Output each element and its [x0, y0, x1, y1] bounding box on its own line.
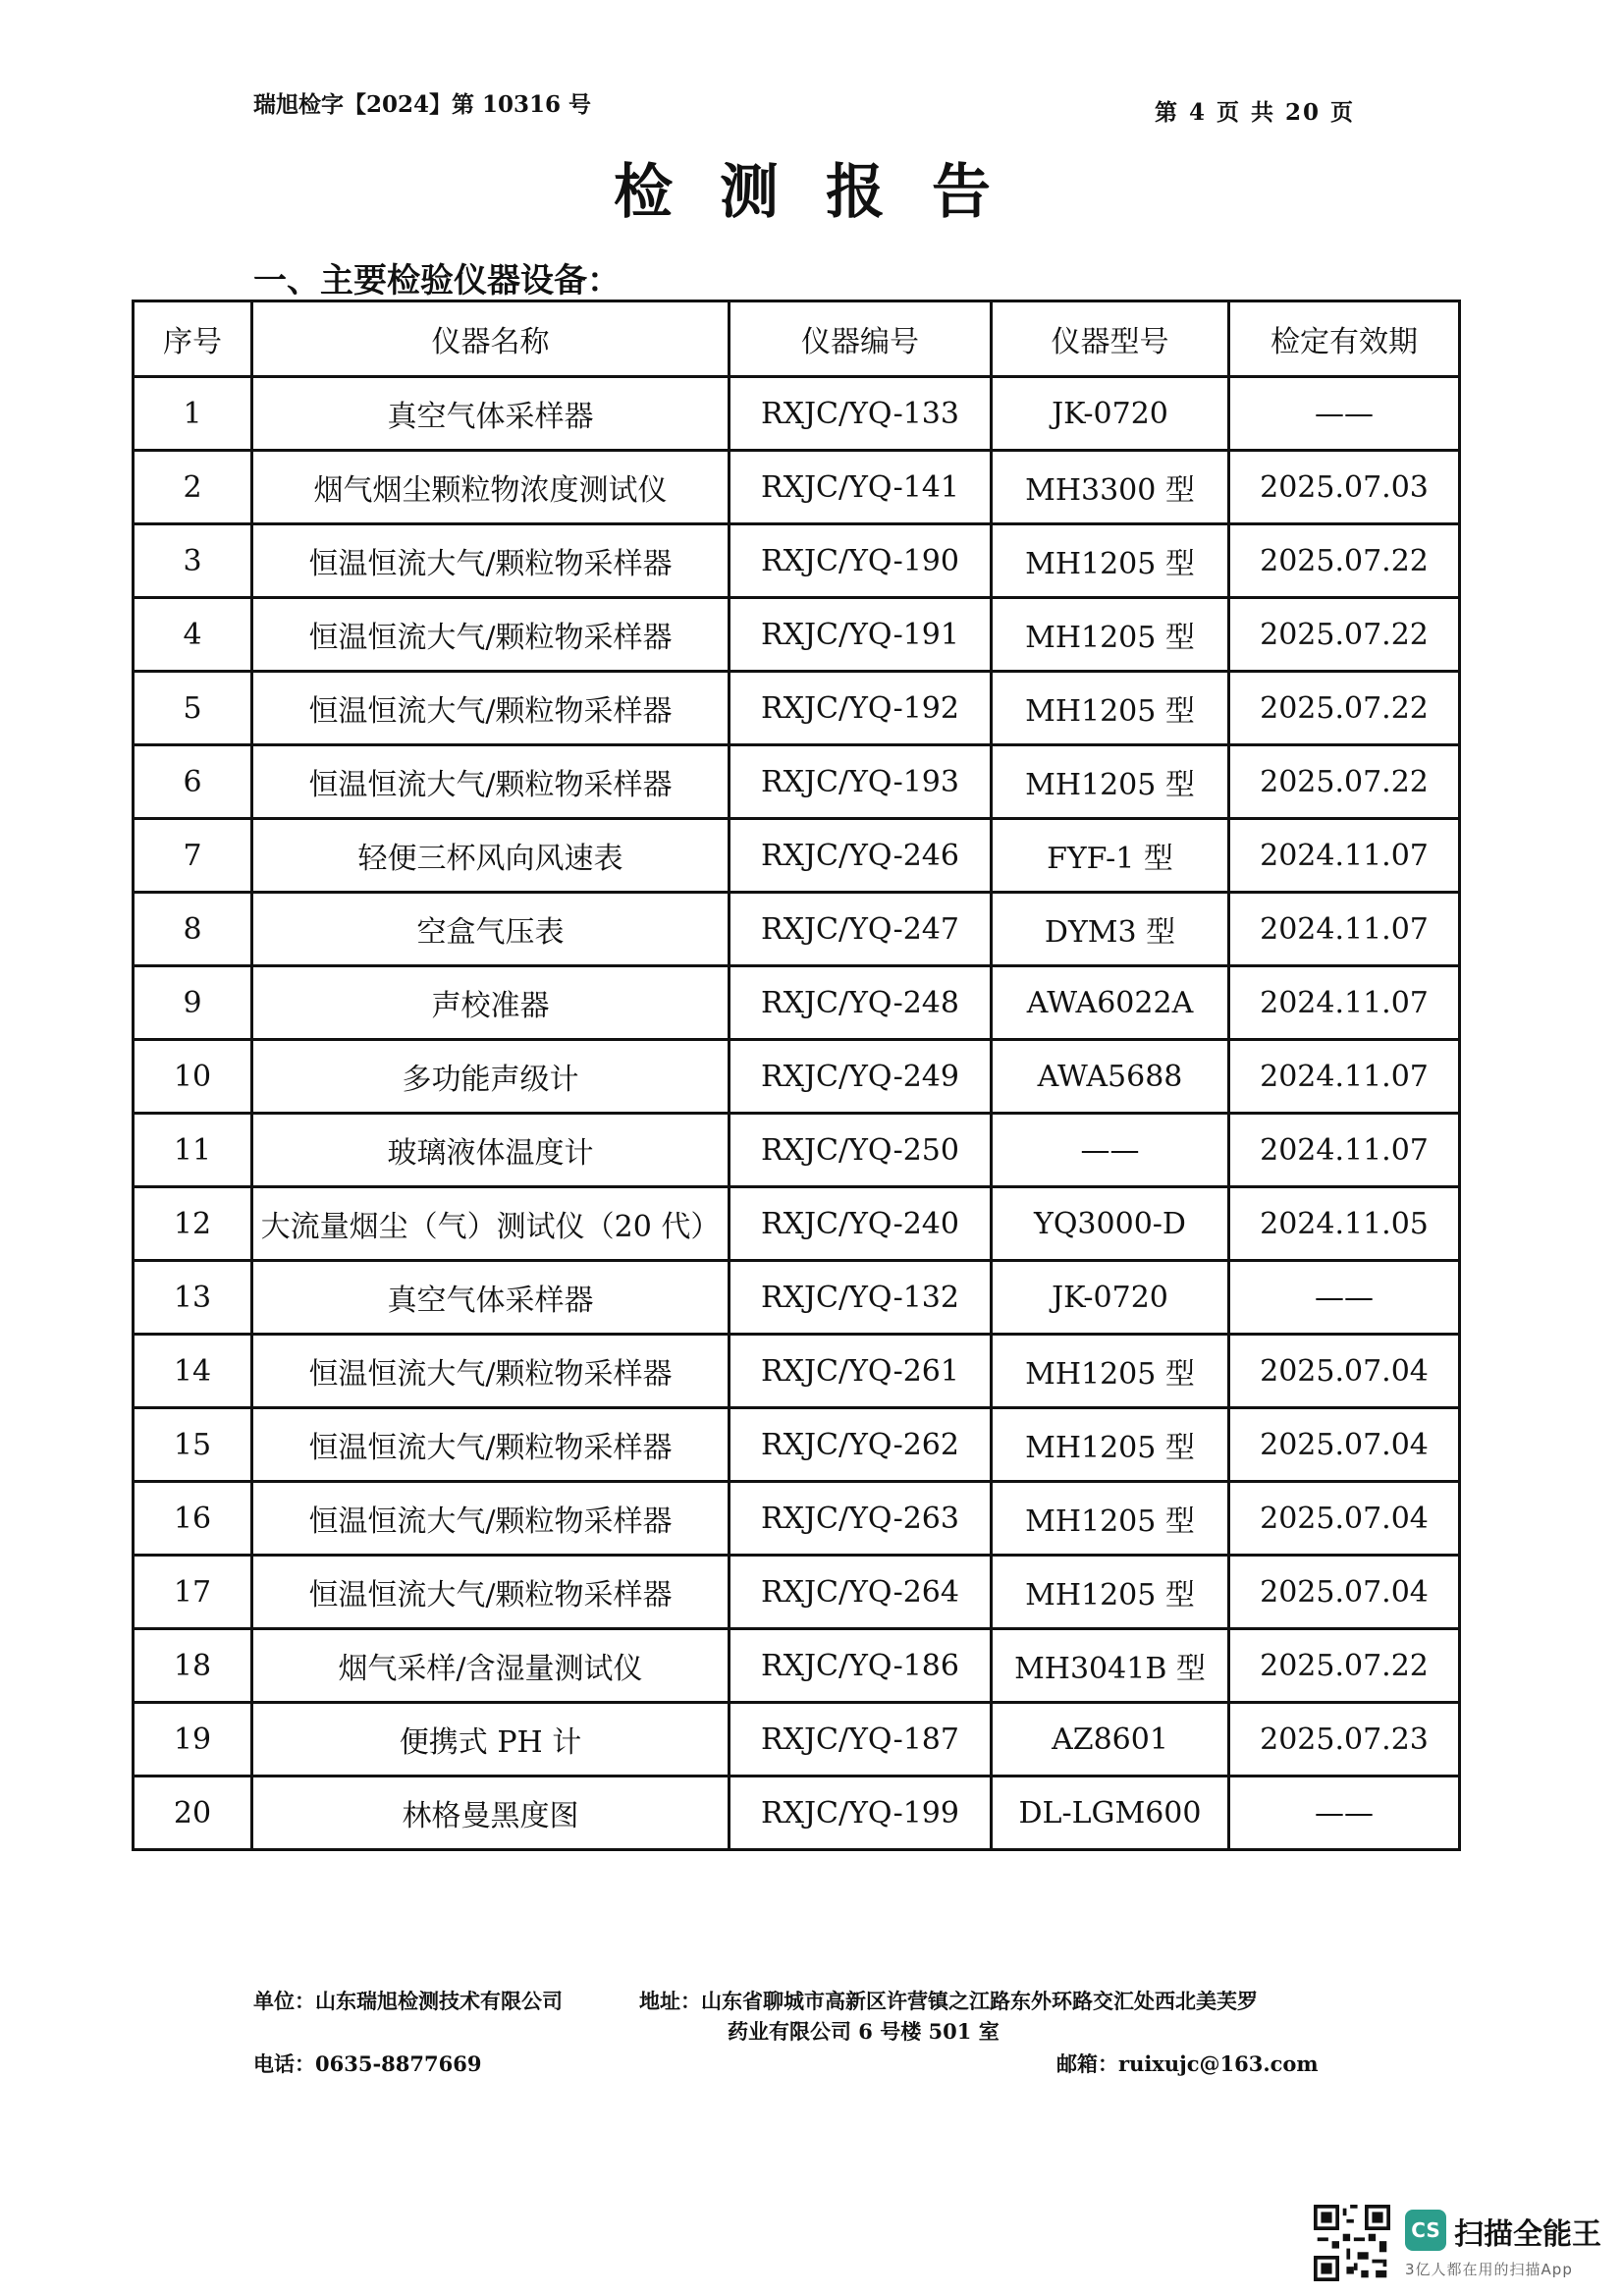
cell-index: 10	[134, 1040, 252, 1114]
cell-instrument-id: RXJC/YQ-262	[730, 1408, 992, 1482]
cell-instrument-model: MH1205 型	[992, 672, 1229, 745]
table-row	[134, 598, 1460, 672]
cell-instrument-id: RXJC/YQ-261	[730, 1335, 992, 1408]
equipment-table	[132, 300, 1461, 1851]
report-number: 瑞旭检字【2024】第 10316 号	[253, 91, 592, 118]
cell-instrument-id: RXJC/YQ-133	[730, 377, 992, 451]
cell-instrument-name: 真空气体采样器	[252, 1261, 730, 1335]
page-indicator: 第 4 页 共 20 页	[1155, 99, 1356, 126]
cell-valid-until: 2024.11.05	[1229, 1187, 1460, 1261]
camscanner-app-name: 扫描全能王	[1454, 2217, 1601, 2252]
table-row	[134, 893, 1460, 966]
cell-index: 11	[134, 1114, 252, 1187]
table-row	[134, 1335, 1460, 1408]
cell-instrument-id: RXJC/YQ-191	[730, 598, 992, 672]
cell-instrument-name: 烟气烟尘颗粒物浓度测试仪	[252, 451, 730, 524]
cell-instrument-id: RXJC/YQ-190	[730, 524, 992, 598]
cell-valid-until: 2025.07.22	[1229, 745, 1460, 819]
cell-valid-until: 2025.07.04	[1229, 1408, 1460, 1482]
cell-instrument-name: 轻便三杯风向风速表	[252, 819, 730, 893]
cell-instrument-id: RXJC/YQ-250	[730, 1114, 992, 1187]
cell-valid-until: 2024.11.07	[1229, 1114, 1460, 1187]
cell-instrument-name: 烟气采样/含湿量测试仪	[252, 1629, 730, 1703]
column-header-instrument-id: 仪器编号	[730, 301, 992, 377]
cell-instrument-model: AWA5688	[992, 1040, 1229, 1114]
cell-valid-until: 2025.07.23	[1229, 1703, 1460, 1777]
cell-instrument-id: RXJC/YQ-193	[730, 745, 992, 819]
column-header-instrument-name: 仪器名称	[252, 301, 730, 377]
column-header-instrument-model: 仪器型号	[992, 301, 1229, 377]
cell-instrument-name: 恒温恒流大气/颗粒物采样器	[252, 672, 730, 745]
cell-instrument-model: MH1205 型	[992, 598, 1229, 672]
cell-index: 8	[134, 893, 252, 966]
cell-index: 2	[134, 451, 252, 524]
table-row	[134, 1408, 1460, 1482]
table-row	[134, 745, 1460, 819]
table-row	[134, 1482, 1460, 1556]
table-row	[134, 1777, 1460, 1850]
cell-instrument-id: RXJC/YQ-192	[730, 672, 992, 745]
cell-instrument-name: 恒温恒流大气/颗粒物采样器	[252, 1335, 730, 1408]
cell-instrument-model: MH1205 型	[992, 745, 1229, 819]
cell-instrument-name: 恒温恒流大气/颗粒物采样器	[252, 1482, 730, 1556]
table-row	[134, 1629, 1460, 1703]
cell-instrument-name: 恒温恒流大气/颗粒物采样器	[252, 745, 730, 819]
cell-valid-until: 2024.11.07	[1229, 819, 1460, 893]
cell-instrument-model: MH3300 型	[992, 451, 1229, 524]
camscanner-logo: CS	[1405, 2210, 1446, 2251]
cell-instrument-name: 玻璃液体温度计	[252, 1114, 730, 1187]
cell-valid-until: ——	[1229, 1261, 1460, 1335]
cell-index: 18	[134, 1629, 252, 1703]
table-row	[134, 451, 1460, 524]
cell-index: 4	[134, 598, 252, 672]
cell-valid-until: 2024.11.07	[1229, 966, 1460, 1040]
cell-instrument-name: 大流量烟尘（气）测试仪（20 代）	[252, 1187, 730, 1261]
cell-index: 17	[134, 1556, 252, 1629]
cell-instrument-id: RXJC/YQ-141	[730, 451, 992, 524]
cell-instrument-name: 恒温恒流大气/颗粒物采样器	[252, 1556, 730, 1629]
cell-index: 15	[134, 1408, 252, 1482]
table-row	[134, 672, 1460, 745]
cell-instrument-model: MH1205 型	[992, 1482, 1229, 1556]
table-row	[134, 1261, 1460, 1335]
cell-valid-until: ——	[1229, 377, 1460, 451]
table-row	[134, 1040, 1460, 1114]
cell-valid-until: 2025.07.03	[1229, 451, 1460, 524]
cell-valid-until: 2025.07.22	[1229, 1629, 1460, 1703]
cell-valid-until: 2024.11.07	[1229, 1040, 1460, 1114]
cell-valid-until: 2025.07.22	[1229, 672, 1460, 745]
cell-index: 16	[134, 1482, 252, 1556]
table-row	[134, 1556, 1460, 1629]
cell-instrument-id: RXJC/YQ-249	[730, 1040, 992, 1114]
cell-instrument-model: JK-0720	[992, 377, 1229, 451]
cell-index: 19	[134, 1703, 252, 1777]
section-title: 一、主要检验仪器设备：	[253, 261, 621, 301]
table-row	[134, 1114, 1460, 1187]
cell-instrument-id: RXJC/YQ-246	[730, 819, 992, 893]
cell-instrument-model: FYF-1 型	[992, 819, 1229, 893]
cell-instrument-model: AZ8601	[992, 1703, 1229, 1777]
cell-instrument-name: 林格曼黑度图	[252, 1777, 730, 1850]
footer-phone: 电话：0635-8877669	[253, 2051, 482, 2076]
cell-index: 14	[134, 1335, 252, 1408]
cell-instrument-name: 恒温恒流大气/颗粒物采样器	[252, 598, 730, 672]
cell-instrument-model: ——	[992, 1114, 1229, 1187]
cell-index: 20	[134, 1777, 252, 1850]
cell-index: 5	[134, 672, 252, 745]
table-row	[134, 819, 1460, 893]
cell-valid-until: 2024.11.07	[1229, 893, 1460, 966]
table-row	[134, 1187, 1460, 1261]
cell-instrument-model: MH3041B 型	[992, 1629, 1229, 1703]
cell-instrument-model: MH1205 型	[992, 1408, 1229, 1482]
cell-index: 13	[134, 1261, 252, 1335]
table-body	[134, 377, 1460, 1850]
table-row	[134, 524, 1460, 598]
cell-instrument-id: RXJC/YQ-264	[730, 1556, 992, 1629]
table-header-row	[134, 301, 1460, 377]
footer-email: 邮箱：ruixujc@163.com	[1056, 2051, 1319, 2076]
footer-unit: 单位：山东瑞旭检测技术有限公司	[253, 1989, 563, 2013]
cell-instrument-id: RXJC/YQ-263	[730, 1482, 992, 1556]
cell-instrument-model: MH1205 型	[992, 1556, 1229, 1629]
cell-instrument-model: YQ3000-D	[992, 1187, 1229, 1261]
cell-instrument-model: JK-0720	[992, 1261, 1229, 1335]
table-row	[134, 966, 1460, 1040]
cell-instrument-id: RXJC/YQ-187	[730, 1703, 992, 1777]
cell-instrument-id: RXJC/YQ-240	[730, 1187, 992, 1261]
cell-instrument-name: 空盒气压表	[252, 893, 730, 966]
table-row	[134, 377, 1460, 451]
cell-index: 9	[134, 966, 252, 1040]
cell-index: 3	[134, 524, 252, 598]
cell-valid-until: ——	[1229, 1777, 1460, 1850]
cell-instrument-id: RXJC/YQ-186	[730, 1629, 992, 1703]
footer-address-line2: 药业有限公司 6 号楼 501 室	[728, 2019, 1000, 2044]
cell-instrument-name: 恒温恒流大气/颗粒物采样器	[252, 524, 730, 598]
cell-instrument-id: RXJC/YQ-247	[730, 893, 992, 966]
cell-instrument-name: 声校准器	[252, 966, 730, 1040]
cell-instrument-id: RXJC/YQ-132	[730, 1261, 992, 1335]
cell-instrument-model: MH1205 型	[992, 524, 1229, 598]
camscanner-tagline: 3亿人都在用的扫描App	[1405, 2261, 1573, 2278]
footer-address-line1: 地址：山东省聊城市高新区许营镇之江路东外环路交汇处西北美芙罗	[639, 1989, 1258, 2013]
column-header-valid-until: 检定有效期	[1229, 301, 1460, 377]
table-row	[134, 1703, 1460, 1777]
cell-instrument-id: RXJC/YQ-248	[730, 966, 992, 1040]
cell-instrument-name: 真空气体采样器	[252, 377, 730, 451]
cell-valid-until: 2025.07.22	[1229, 598, 1460, 672]
cell-index: 12	[134, 1187, 252, 1261]
cell-valid-until: 2025.07.04	[1229, 1482, 1460, 1556]
cell-valid-until: 2025.07.04	[1229, 1556, 1460, 1629]
cell-index: 7	[134, 819, 252, 893]
cell-valid-until: 2025.07.22	[1229, 524, 1460, 598]
column-header-index: 序号	[134, 301, 252, 377]
cell-instrument-name: 便携式 PH 计	[252, 1703, 730, 1777]
cell-instrument-model: AWA6022A	[992, 966, 1229, 1040]
cell-index: 6	[134, 745, 252, 819]
cell-instrument-id: RXJC/YQ-199	[730, 1777, 992, 1850]
cell-instrument-name: 多功能声级计	[252, 1040, 730, 1114]
cell-instrument-name: 恒温恒流大气/颗粒物采样器	[252, 1408, 730, 1482]
cell-instrument-model: DYM3 型	[992, 893, 1229, 966]
cell-instrument-model: MH1205 型	[992, 1335, 1229, 1408]
document-title: 检测报告	[614, 158, 1038, 227]
cell-instrument-model: DL-LGM600	[992, 1777, 1229, 1850]
cell-valid-until: 2025.07.04	[1229, 1335, 1460, 1408]
cell-index: 1	[134, 377, 252, 451]
qr-code-icon	[1314, 2205, 1390, 2281]
